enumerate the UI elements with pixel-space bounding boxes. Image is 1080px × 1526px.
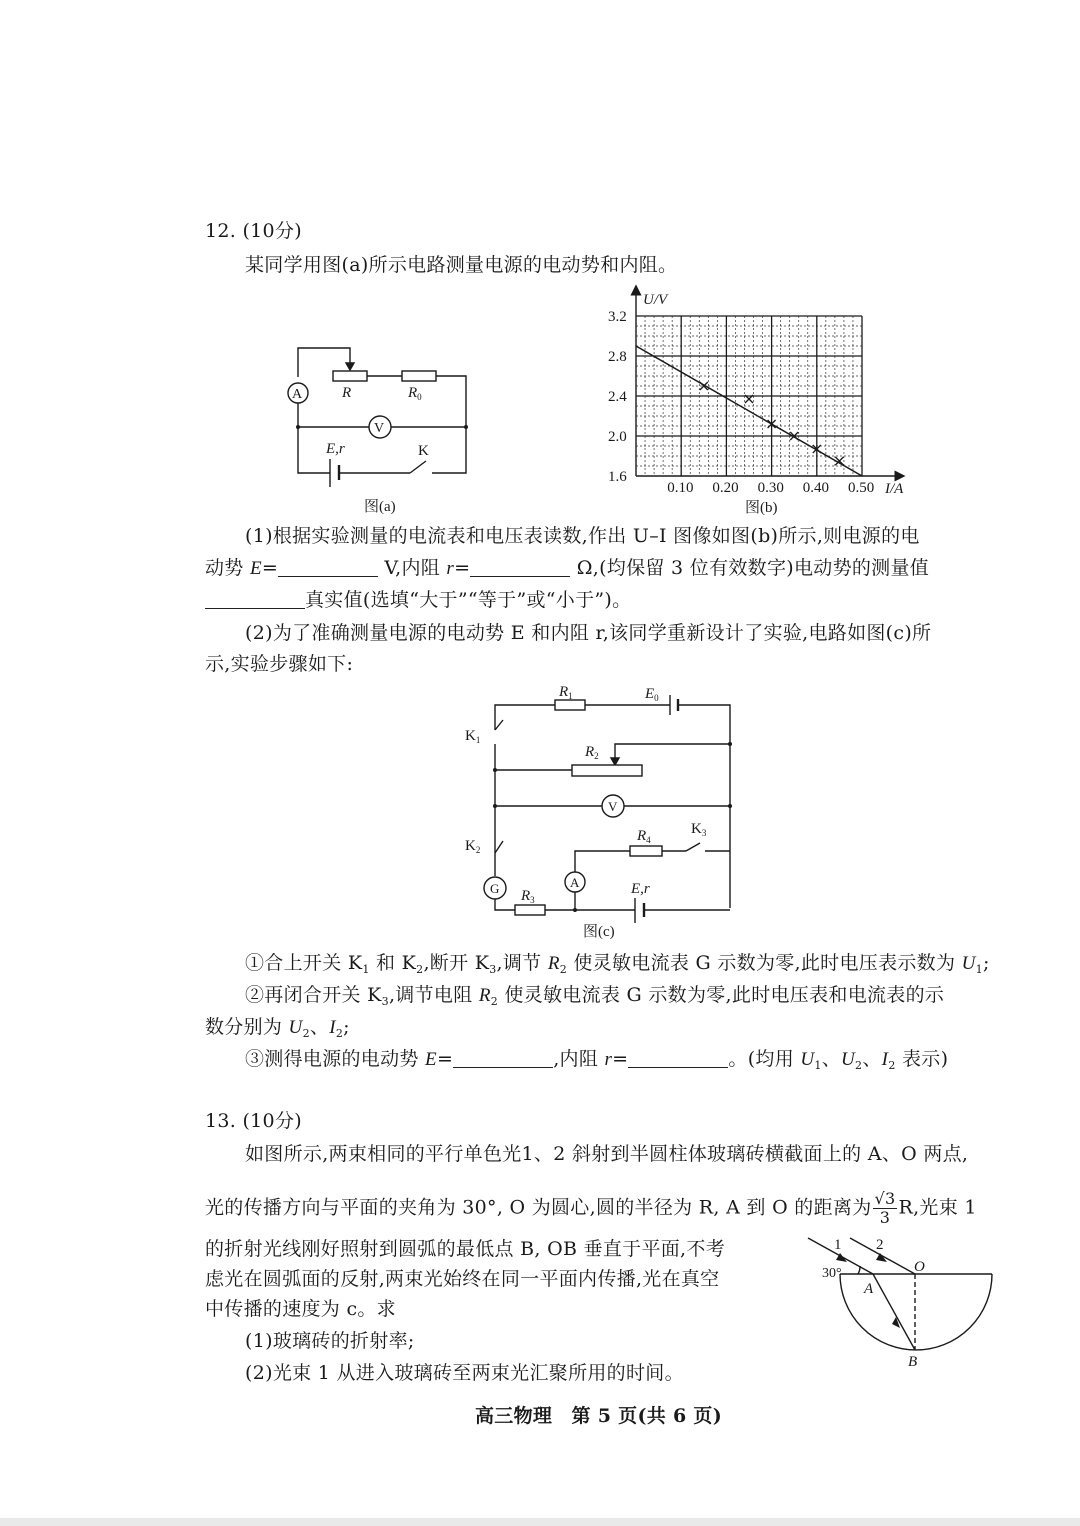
emf-expression-blank[interactable]: [453, 1049, 553, 1068]
svg-text:0.10: 0.10: [667, 480, 694, 496]
svg-text:R4: $R_4$: [637, 828, 651, 845]
svg-text:A: A: [570, 875, 580, 890]
question-12-header: 12. (10分): [205, 220, 302, 242]
fit-line: [636, 346, 862, 476]
q13-line2: 光的传播方向与平面的夹角为 30°, O 为圆心,圆的半径为 R, A 到 O 的距离为 $\frac{√3}{3}$ R,光束 1: [205, 1189, 977, 1227]
svg-text:A: A: [864, 1281, 874, 1297]
q13-subquestion-1: (1)玻璃砖的折射率;: [245, 1330, 415, 1352]
q13-line1: 如图所示,两束相同的平行单色光1、2 斜射到半圆柱体玻璃砖横截面上的 A、O 两点,: [245, 1143, 969, 1165]
figure-b-caption: 图(b): [745, 500, 778, 516]
question-13-header: 13. (10分): [205, 1110, 302, 1132]
svg-text:2.8: 2.8: [608, 349, 627, 365]
sqrt3-over-3-fraction: $\frac{√3}{3}$: [874, 1189, 896, 1227]
svg-text:1: 1: [834, 1237, 842, 1253]
bottom-scan-edge: [0, 1518, 1080, 1526]
svg-text:0.40: 0.40: [802, 480, 830, 496]
y-axis-label: U/V: [643, 292, 668, 308]
x-axis-label: I/A: [885, 481, 904, 497]
question-12-intro: 某同学用图(a)所示电路测量电源的电动势和内阻。: [245, 254, 678, 276]
figure-a-caption: 图(a): [364, 499, 396, 515]
q13-line3: 的折射光线刚好照射到圆弧的最低点 B, OB 垂直于平面,不考: [205, 1238, 726, 1260]
svg-text:E0: $E_0$: [645, 686, 659, 703]
svg-text:K3: $K_3$: [691, 821, 707, 838]
page-footer: 高三物理 第 5 页(共 6 页): [475, 1405, 722, 1427]
svg-text:1.6: 1.6: [608, 469, 627, 485]
source-label: E,r: [326, 441, 345, 457]
voltmeter-label: V: [374, 421, 385, 436]
svg-text:2.0: 2.0: [608, 429, 627, 445]
svg-text:0.20: 0.20: [712, 480, 739, 496]
ui-graph-figure-b: [595, 280, 935, 520]
svg-text:2: 2: [876, 1237, 884, 1253]
q13-line4: 虑光在圆弧面的反射,两束光始终在同一平面内传播,光在真空: [205, 1268, 720, 1290]
part1-line1: (1)根据实验测量的电流表和电压表读数,作出 U–I 图像如图(b)所示,则电源的电: [245, 525, 920, 547]
svg-text:0.30: 0.30: [757, 480, 784, 496]
svg-text:R1: $R_1$: [559, 684, 573, 701]
step-2-cont: 数分别为 $U_2$、$I_2$;: [205, 1016, 350, 1040]
svg-text:G: G: [490, 881, 500, 896]
switch-label: K: [418, 443, 429, 459]
svg-text:3.2: 3.2: [608, 309, 627, 325]
svg-text:R3: $R_3$: [521, 888, 535, 905]
part2-line1: (2)为了准确测量电源的电动势 E 和内阻 r,该同学重新设计了实验,电路如图(c)所: [245, 622, 932, 644]
svg-text:B: B: [908, 1354, 918, 1370]
resistor-r0-label: $R_0$: [408, 385, 422, 402]
emf-answer-blank[interactable]: [278, 558, 378, 577]
svg-text:2.4: 2.4: [608, 389, 627, 405]
svg-text:V: V: [608, 799, 618, 814]
rheostat-label: R: [342, 385, 352, 401]
step-1: ①合上开关 $K_1$ 和 $K_2$,断开 $K_3$,调节 $R_2$ 使灵敏电流表 G 示数为零,此时电压表示数为 $U_1$;: [245, 952, 990, 976]
svg-text:R2: $R_2$: [585, 744, 599, 761]
part1-line3: 真实值(选填“大于”“等于”或“小于”)。: [205, 589, 631, 611]
step-3: ③测得电源的电动势 E= ,内阻 r= 。(均用 $U_1$、$U_2$、$I_2$ 表示): [245, 1048, 949, 1072]
resistance-expression-blank[interactable]: [628, 1049, 728, 1068]
svg-text:30°: 30°: [822, 1266, 842, 1281]
circuit-figure-a: [280, 335, 480, 520]
svg-text:O: O: [914, 1259, 925, 1275]
circuit-figure-c: [455, 678, 755, 943]
semicircle-glass-figure: [800, 1225, 1010, 1375]
q13-subquestion-2: (2)光束 1 从进入玻璃砖至两束光汇聚所用的时间。: [245, 1362, 684, 1384]
svg-text:0.50: 0.50: [848, 480, 875, 496]
comparison-answer-blank[interactable]: [205, 590, 305, 609]
resistance-answer-blank[interactable]: [470, 558, 570, 577]
part2-line2: 示,实验步骤如下:: [205, 653, 354, 675]
ammeter-label: A: [292, 387, 303, 402]
svg-text:K2: $K_2$: [465, 838, 481, 855]
part1-line2: 动势 E= V,内阻 r= Ω,(均保留 3 位有效数字)电动势的测量值: [205, 557, 930, 579]
figure-c-caption: 图(c): [583, 924, 615, 940]
step-2: ②再闭合开关 $K_3$,调节电阻 $R_2$ 使灵敏电流表 G 示数为零,此时电压表和电流表的示: [245, 984, 945, 1008]
q13-line5: 中传播的速度为 c。求: [205, 1298, 396, 1320]
svg-text:K1: $K_1$: [465, 728, 481, 745]
svg-text:E,r: E,r: [631, 881, 650, 897]
